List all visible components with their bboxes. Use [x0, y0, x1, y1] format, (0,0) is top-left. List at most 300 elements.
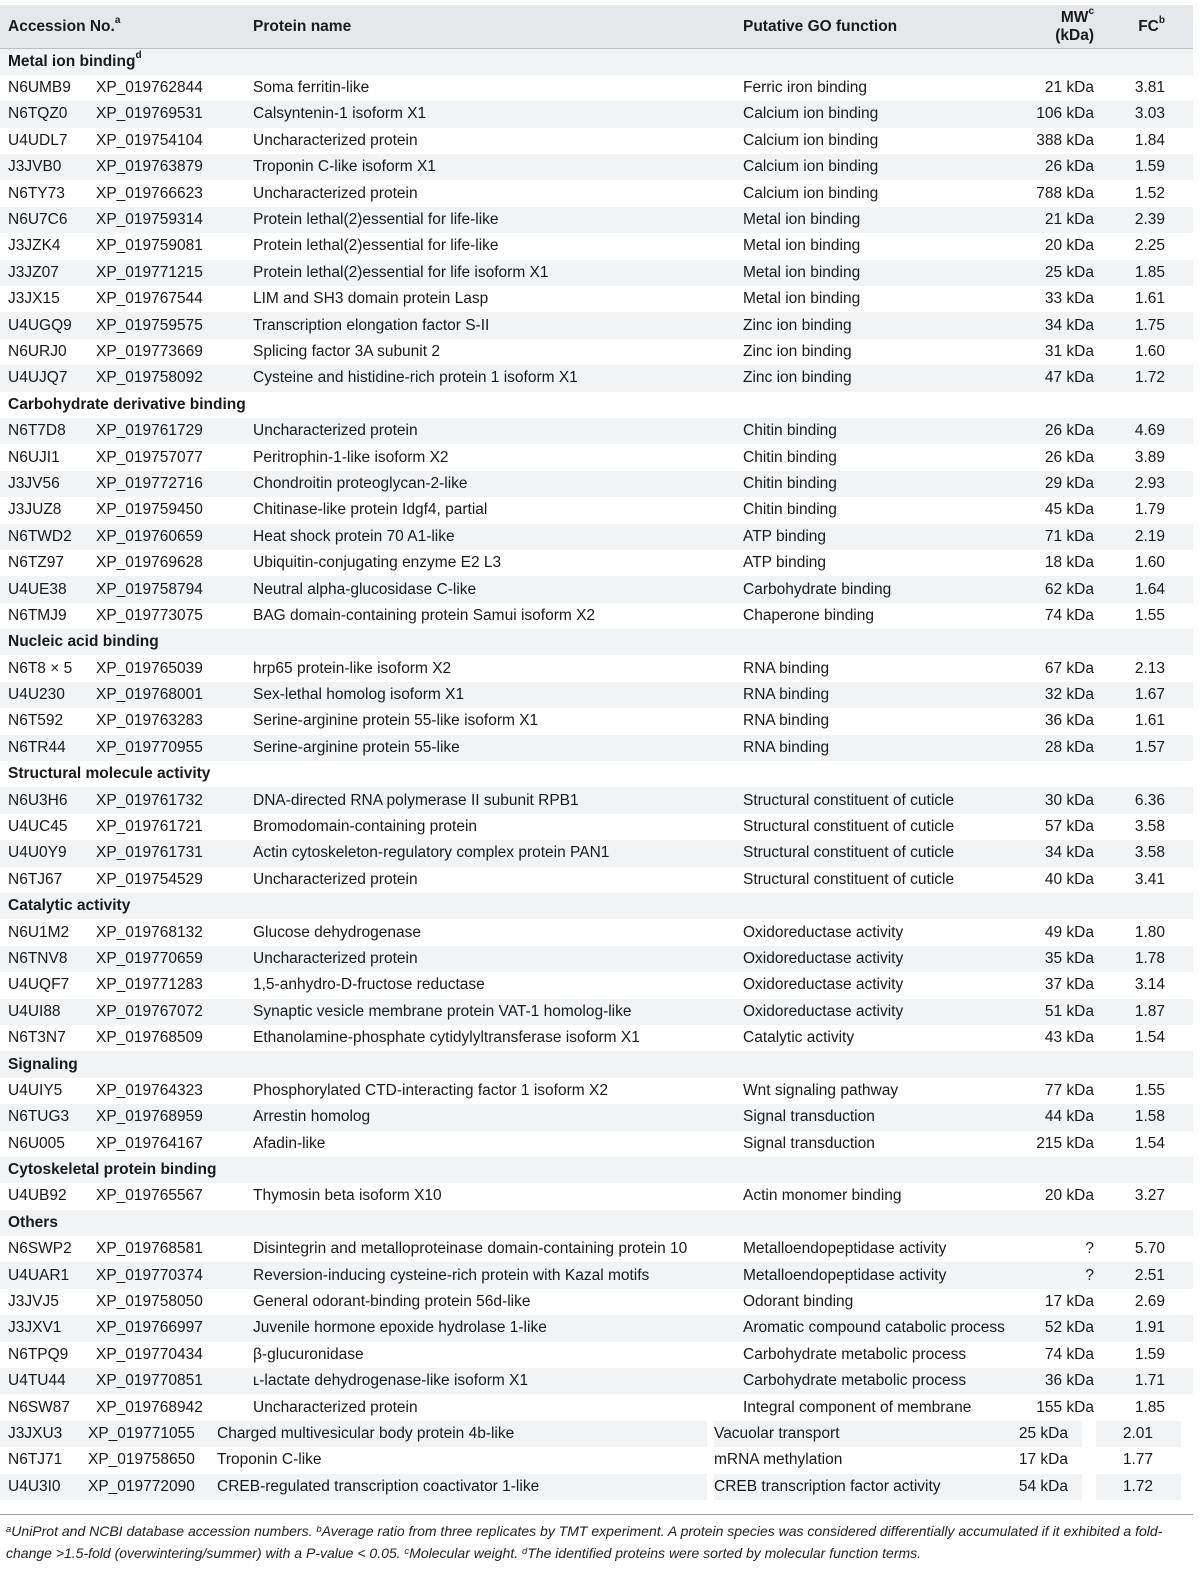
cell-protein-name: Protein lethal(2)essential for life-like: [245, 207, 735, 233]
table-row: [0, 603, 1193, 629]
cell-fc: 2.39: [1108, 207, 1193, 233]
table-row: [0, 1131, 1193, 1157]
cell-mw: ?: [1013, 1262, 1108, 1288]
cell-fc: 2.01: [1096, 1421, 1181, 1447]
table-row: [0, 444, 1193, 470]
cell-fc: 1.59: [1108, 154, 1193, 180]
table-row: [0, 1025, 1193, 1051]
cell-ncbi-accession: XP_019761721: [96, 818, 203, 836]
cell-accession: N6TY73: [8, 184, 65, 202]
cell-go-function: Chitin binding: [735, 471, 1013, 497]
table-row: [0, 1394, 1193, 1420]
cell-go-function: Zinc ion binding: [735, 365, 1013, 391]
protein-table: [0, 5, 1193, 1500]
header-protein-name: Protein name: [245, 5, 735, 49]
cell-fc: 2.69: [1134, 1293, 1165, 1311]
cell-accession: N6U7C6: [0, 207, 88, 233]
table-row: [0, 260, 1193, 286]
table-row: [0, 207, 1193, 233]
cell-go-function: ATP binding: [743, 554, 827, 572]
cell-ncbi-accession: XP_019760659: [88, 524, 245, 550]
cell-ncbi-accession: XP_019770955: [88, 735, 245, 761]
cell-fc: 1.78: [1108, 946, 1193, 972]
table-row: [0, 418, 1193, 444]
cell-accession: N6T3N7: [8, 1029, 66, 1047]
cell-accession: N6UMB9: [8, 79, 71, 97]
cell-go-function: Integral component of membrane: [743, 1398, 972, 1416]
cell-mw: 25 kDa: [987, 1421, 1082, 1447]
cell-go-function: Vacuolar transport: [714, 1421, 992, 1447]
cell-mw: 40 kDa: [1044, 870, 1094, 888]
header-go-function: Putative GO function: [735, 5, 1013, 49]
cell-mw: 51 kDa: [1013, 999, 1108, 1025]
cell-go-function: Carbohydrate metabolic process: [735, 1368, 1013, 1394]
table-row: [0, 286, 1193, 312]
group-title: [0, 761, 1193, 787]
table-row: [0, 1262, 1193, 1288]
table-row: [0, 339, 1193, 365]
cell-fc: 1.55: [1134, 1081, 1165, 1099]
cell-fc: 1.87: [1108, 999, 1193, 1025]
cell-accession: N6U005: [8, 1134, 65, 1152]
cell-protein-name: Thymosin beta isoform X10: [253, 1187, 442, 1205]
cell-accession: U4UC45: [8, 818, 68, 836]
cell-protein-name: Glucose dehydrogenase: [253, 923, 422, 941]
cell-protein-name: Calsyntenin-1 isoform X1: [245, 101, 735, 127]
cell-go-function: Ferric iron binding: [743, 79, 868, 97]
cell-protein-name: Charged multivesicular body protein 4b-like: [217, 1421, 707, 1447]
cell-protein-name: Bromodomain-containing protein: [253, 818, 478, 836]
table-row: [0, 154, 1193, 180]
cell-go-function: Metal ion binding: [735, 260, 1013, 286]
cell-ncbi-accession: XP_019769628: [96, 554, 203, 572]
cell-ncbi-accession: XP_019768942: [96, 1398, 203, 1416]
cell-ncbi-accession: XP_019754104: [96, 131, 203, 149]
table-row: [0, 814, 1193, 840]
cell-go-function: Zinc ion binding: [735, 312, 1013, 338]
cell-accession: N6TQZ0: [0, 101, 88, 127]
cell-protein-name: Chitinase-like protein Idgf4, partial: [253, 501, 488, 519]
cell-mw: 77 kDa: [1044, 1081, 1094, 1099]
cell-go-function: Wnt signaling pathway: [743, 1081, 899, 1099]
cell-ncbi-accession: XP_019765567: [96, 1187, 203, 1205]
cell-mw: 49 kDa: [1044, 923, 1094, 941]
cell-ncbi-accession: XP_019759081: [96, 237, 203, 255]
cell-ncbi-accession: XP_019773669: [96, 342, 203, 360]
cell-go-function: Carbohydrate metabolic process: [743, 1345, 967, 1363]
cell-accession: J3JXV1: [0, 1315, 88, 1341]
header-mw: $MW^c$ (kDa): [1013, 5, 1108, 49]
table-row: [0, 972, 1193, 998]
cell-fc: 1.72: [1096, 1474, 1181, 1500]
cell-go-function: Aromatic compound catabolic process: [735, 1315, 1013, 1341]
cell-accession: N6TUG3: [0, 1104, 88, 1130]
cell-accession: N6TJ67: [8, 870, 63, 888]
cell-mw: 17 kDa: [1018, 1451, 1068, 1469]
cell-accession: U4UI88: [0, 999, 88, 1025]
cell-ncbi-accession: XP_019759314: [88, 207, 245, 233]
table-row: [0, 735, 1193, 761]
cell-fc: 1.79: [1134, 501, 1165, 519]
cell-mw: 25 kDa: [1013, 260, 1108, 286]
cell-accession: U4TU44: [0, 1368, 88, 1394]
footnote-rule: [0, 1514, 1193, 1515]
table-row: [0, 497, 1193, 523]
cell-protein-name: Phosphorylated CTD-interacting factor 1 isoform X2: [253, 1081, 608, 1099]
cell-go-function: Metalloendopeptidase activity: [743, 1240, 947, 1258]
cell-accession: N6UJI1: [8, 448, 60, 466]
cell-ncbi-accession: XP_019758050: [96, 1293, 203, 1311]
cell-fc: 1.58: [1108, 1104, 1193, 1130]
cell-mw: 30 kDa: [1013, 787, 1108, 813]
cell-mw: 106 kDa: [1013, 101, 1108, 127]
cell-ncbi-accession: XP_019761732: [88, 787, 245, 813]
cell-fc: 3.14: [1134, 976, 1165, 994]
cell-ncbi-accession: XP_019759575: [88, 312, 245, 338]
cell-accession: N6TPQ9: [8, 1345, 69, 1363]
cell-mw: 54 kDa: [987, 1474, 1082, 1500]
cell-mw: 37 kDa: [1044, 976, 1094, 994]
cell-go-function: Carbohydrate binding: [735, 576, 1013, 602]
cell-ncbi-accession: XP_019770659: [88, 946, 245, 972]
cell-fc: 1.59: [1134, 1345, 1165, 1363]
cell-go-function: CREB transcription factor activity: [714, 1474, 992, 1500]
cell-accession: U4UGQ9: [0, 312, 88, 338]
cell-accession: J3JUZ8: [8, 501, 62, 519]
cell-mw: 45 kDa: [1044, 501, 1094, 519]
cell-go-function: Oxidoreductase activity: [743, 923, 904, 941]
cell-fc: 1.80: [1134, 923, 1165, 941]
cell-fc: 1.52: [1134, 184, 1165, 202]
cell-accession: N6TMJ9: [8, 606, 67, 624]
cell-go-function: Metal ion binding: [743, 237, 861, 255]
cell-accession: N6SWP2: [8, 1240, 72, 1258]
table-row: [0, 708, 1193, 734]
table-row: [0, 1368, 1193, 1394]
cell-fc: 1.67: [1108, 682, 1193, 708]
group-heading: [0, 392, 1193, 418]
cell-protein-name: 1,5-anhydro-D-fructose reductase: [253, 976, 485, 994]
cell-accession: N6T592: [8, 712, 64, 730]
table-row: [0, 867, 1193, 893]
cell-protein-name: Synaptic vesicle membrane protein VAT-1 homolog-like: [245, 999, 735, 1025]
cell-mw: 155 kDa: [1036, 1398, 1094, 1416]
cell-accession: U4U0Y9: [0, 840, 88, 866]
cell-accession: N6TWD2: [0, 524, 88, 550]
cell-fc: 2.51: [1108, 1262, 1193, 1288]
cell-accession: U4U230: [0, 682, 88, 708]
group-name: Carbohydrate derivative binding: [8, 395, 246, 413]
cell-protein-name: BAG domain-containing protein Samui isoform X2: [253, 606, 596, 624]
cell-protein-name: Actin cytoskeleton-regulatory complex protein PAN1: [245, 840, 735, 866]
cell-accession: U4UAR1: [0, 1262, 88, 1288]
cell-ncbi-accession: XP_019764323: [96, 1081, 203, 1099]
cell-go-function: RNA binding: [743, 659, 830, 677]
cell-fc: 1.54: [1134, 1029, 1165, 1047]
table-row: [0, 1289, 1193, 1315]
cell-go-function: Oxidoreductase activity: [743, 976, 904, 994]
header-fc: $FC^b$: [1108, 5, 1193, 49]
header-accession: Accession No.$^a$: [0, 5, 245, 49]
cell-accession: N6TZ97: [8, 554, 64, 572]
cell-ncbi-accession: XP_019770434: [96, 1345, 203, 1363]
cell-accession: J3JVB0: [0, 154, 88, 180]
cell-ncbi-accession: XP_019771215: [88, 260, 245, 286]
cell-mw: 26 kDa: [1044, 448, 1094, 466]
cell-fc: 1.77: [1122, 1451, 1153, 1469]
cell-fc: 3.27: [1134, 1187, 1165, 1205]
cell-go-function: RNA binding: [735, 735, 1013, 761]
cell-mw: 36 kDa: [1044, 712, 1094, 730]
cell-mw: 18 kDa: [1044, 554, 1094, 572]
cell-accession: J3JVJ5: [8, 1293, 59, 1311]
group-title: [0, 1157, 1193, 1183]
cell-go-function: Signal transduction: [743, 1134, 875, 1152]
cell-ncbi-accession: XP_019768581: [96, 1240, 203, 1258]
table-row: [0, 75, 1193, 101]
cell-protein-name: DNA-directed RNA polymerase II subunit RPB1: [245, 787, 735, 813]
cell-ncbi-accession: XP_019768132: [96, 923, 203, 941]
cell-mw: 34 kDa: [1013, 312, 1108, 338]
cell-go-function: Chitin binding: [735, 418, 1013, 444]
cell-ncbi-accession: XP_019767544: [96, 290, 203, 308]
cell-ncbi-accession: XP_019769531: [88, 101, 245, 127]
cell-protein-name: Troponin C-like isoform X1: [245, 154, 735, 180]
cell-protein-name: Disintegrin and metalloproteinase domain-containing protein 10: [253, 1240, 688, 1258]
cell-go-function: Structural constituent of cuticle: [735, 787, 1013, 813]
cell-accession: U4UE38: [0, 576, 88, 602]
table-row: [0, 1474, 1193, 1500]
cell-mw: 388 kDa: [1036, 131, 1094, 149]
cell-accession: U4UDL7: [8, 131, 68, 149]
cell-go-function: Odorant binding: [743, 1293, 854, 1311]
cell-protein-name: hrp65 protein-like isoform X2: [253, 659, 452, 677]
cell-go-function: Calcium ion binding: [743, 184, 879, 202]
cell-protein-name: ʟ-lactate dehydrogenase-like isoform X1: [245, 1368, 735, 1394]
cell-mw: 47 kDa: [1013, 365, 1108, 391]
cell-ncbi-accession: XP_019771283: [96, 976, 203, 994]
cell-fc: 1.54: [1134, 1134, 1165, 1152]
cell-ncbi-accession: XP_019758650: [88, 1451, 195, 1469]
table-body: [0, 49, 1193, 1500]
cell-mw: ?: [1085, 1240, 1094, 1258]
group-title: [0, 893, 1193, 919]
cell-fc: 1.71: [1108, 1368, 1193, 1394]
cell-ncbi-accession: XP_019768509: [96, 1029, 203, 1047]
cell-fc: 1.61: [1134, 712, 1165, 730]
cell-protein-name: Transcription elongation factor S-II: [245, 312, 735, 338]
cell-go-function: Metal ion binding: [743, 290, 861, 308]
cell-go-function: Oxidoreductase activity: [735, 999, 1013, 1025]
cell-fc: 3.58: [1108, 840, 1193, 866]
cell-go-function: Catalytic activity: [743, 1029, 855, 1047]
cell-accession: J3JX15: [8, 290, 60, 308]
cell-go-function: Structural constituent of cuticle: [743, 870, 955, 888]
cell-accession: N6T7D8: [0, 418, 88, 444]
cell-go-function: Actin monomer binding: [743, 1187, 902, 1205]
cell-ncbi-accession: XP_019771055: [88, 1421, 245, 1447]
cell-go-function: Structural constituent of cuticle: [735, 840, 1013, 866]
cell-protein-name: Uncharacterized protein: [253, 870, 418, 888]
cell-fc: 1.60: [1134, 554, 1165, 572]
cell-go-function: RNA binding: [743, 712, 830, 730]
cell-ncbi-accession: XP_019768959: [88, 1104, 245, 1130]
header-row: [0, 5, 1193, 49]
cell-ncbi-accession: XP_019768001: [88, 682, 245, 708]
cell-mw: 788 kDa: [1036, 184, 1094, 202]
group-name: Signaling: [8, 1055, 78, 1073]
cell-accession: N6TNV8: [0, 946, 88, 972]
table-row: [0, 787, 1193, 813]
cell-ncbi-accession: XP_019763879: [88, 154, 245, 180]
cell-mw: 29 kDa: [1013, 471, 1108, 497]
group-heading: [0, 1051, 1193, 1077]
table-row: [0, 1447, 1193, 1473]
table-row: [0, 233, 1193, 259]
cell-protein-name: Ubiquitin-conjugating enzyme E2 L3: [253, 554, 502, 572]
cell-go-function: ATP binding: [735, 524, 1013, 550]
cell-mw: 32 kDa: [1013, 682, 1108, 708]
group-name: Others: [8, 1213, 58, 1231]
cell-protein-name: Uncharacterized protein: [253, 1398, 418, 1416]
cell-fc: 6.36: [1108, 787, 1193, 813]
cell-accession: J3JV56: [0, 471, 88, 497]
cell-protein-name: Uncharacterized protein: [253, 131, 418, 149]
table-row: [0, 128, 1193, 154]
cell-protein-name: Neutral alpha-glucosidase C-like: [245, 576, 735, 602]
cell-protein-name: Splicing factor 3A subunit 2: [253, 342, 440, 360]
cell-protein-name: Sex-lethal homolog isoform X1: [245, 682, 735, 708]
cell-accession: U4UQF7: [8, 976, 70, 994]
cell-go-function: Calcium ion binding: [735, 101, 1013, 127]
cell-fc: 3.41: [1134, 870, 1165, 888]
cell-accession: J3JZ07: [0, 260, 88, 286]
cell-accession: N6URJ0: [8, 342, 67, 360]
cell-protein-name: Serine-arginine protein 55-like: [245, 735, 735, 761]
cell-ncbi-accession: XP_019754529: [96, 870, 203, 888]
cell-mw: 67 kDa: [1044, 659, 1094, 677]
cell-ncbi-accession: XP_019770374: [88, 1262, 245, 1288]
cell-ncbi-accession: XP_019766997: [88, 1315, 245, 1341]
cell-mw: 31 kDa: [1044, 342, 1094, 360]
cell-protein-name: Afadin-like: [253, 1134, 326, 1152]
cell-protein-name: Serine-arginine protein 55-like isoform X1: [253, 712, 539, 730]
table-row: [0, 1183, 1193, 1209]
group-footnote-mark: d: [135, 49, 142, 61]
cell-accession: N6TJ71: [8, 1451, 63, 1469]
cell-protein-name: Uncharacterized protein: [253, 184, 418, 202]
cell-fc: 1.91: [1108, 1315, 1193, 1341]
cell-accession: U4U3I0: [0, 1474, 88, 1500]
table-row: [0, 840, 1193, 866]
cell-fc: 1.85: [1108, 260, 1193, 286]
cell-go-function: Metalloendopeptidase activity: [735, 1262, 1013, 1288]
cell-mw: 20 kDa: [1044, 237, 1094, 255]
cell-protein-name: CREB-regulated transcription coactivator 1-like: [217, 1474, 707, 1500]
table-row: [0, 1078, 1193, 1104]
cell-mw: 33 kDa: [1044, 290, 1094, 308]
group-name: Metal ion binding: [8, 52, 136, 70]
cell-fc: 1.60: [1134, 342, 1165, 360]
cell-protein-name: Chondroitin proteoglycan-2-like: [245, 471, 735, 497]
cell-protein-name: β-glucuronidase: [253, 1345, 364, 1363]
cell-mw: 17 kDa: [1044, 1293, 1094, 1311]
group-name: Nucleic acid binding: [8, 633, 159, 651]
cell-mw: 28 kDa: [1013, 735, 1108, 761]
cell-protein-name: Protein lethal(2)essential for life-like: [253, 237, 499, 255]
table-row: [0, 365, 1193, 391]
cell-go-function: Calcium ion binding: [743, 131, 879, 149]
cell-go-function: Zinc ion binding: [743, 342, 852, 360]
cell-fc: 1.84: [1134, 131, 1165, 149]
cell-protein-name: Arrestin homolog: [245, 1104, 735, 1130]
cell-protein-name: Peritrophin-1-like isoform X2: [253, 448, 449, 466]
cell-ncbi-accession: XP_019772090: [88, 1474, 245, 1500]
group-heading: [0, 761, 1193, 787]
cell-fc: 3.58: [1134, 818, 1165, 836]
cell-protein-name: Soma ferritin-like: [253, 79, 370, 97]
group-heading: [0, 1157, 1193, 1183]
cell-go-function: Signal transduction: [735, 1104, 1013, 1130]
cell-mw: 74 kDa: [1044, 1345, 1094, 1363]
group-name: Structural molecule activity: [8, 765, 211, 783]
cell-mw: 21 kDa: [1044, 79, 1094, 97]
cell-mw: 26 kDa: [1013, 418, 1108, 444]
footnote: $^a$UniProt and NCBI database accession numbers. $^b$Average ratio from three replicates by TMT experiment. A protein species was considered differentially accumulated if it exhibited a fold-change >1.5-fold (overwintering/summer) with a P-value < 0.05. $^c$Molecular weight. $^d$The identified proteins were sorted by molecular function terms.: [6, 1523, 1163, 1561]
cell-go-function: RNA binding: [735, 682, 1013, 708]
table-row: [0, 682, 1193, 708]
group-heading: [0, 1210, 1193, 1236]
cell-ncbi-accession: XP_019761731: [88, 840, 245, 866]
table-row: [0, 312, 1193, 338]
cell-protein-name: Uncharacterized protein: [245, 946, 735, 972]
group-title: [0, 629, 1193, 655]
cell-ncbi-accession: XP_019770851: [88, 1368, 245, 1394]
group-heading: [0, 629, 1193, 655]
cell-fc: 1.72: [1108, 365, 1193, 391]
cell-go-function: Calcium ion binding: [735, 154, 1013, 180]
cell-ncbi-accession: XP_019765039: [96, 659, 203, 677]
group-heading: [0, 893, 1193, 919]
cell-mw: 71 kDa: [1013, 524, 1108, 550]
cell-go-function: mRNA methylation: [714, 1451, 843, 1469]
cell-mw: 62 kDa: [1013, 576, 1108, 602]
cell-fc: 1.61: [1134, 290, 1165, 308]
cell-go-function: Chitin binding: [743, 448, 837, 466]
cell-protein-name: LIM and SH3 domain protein Lasp: [253, 290, 489, 308]
table-row: [0, 999, 1193, 1025]
group-name: Cytoskeletal protein binding: [8, 1161, 217, 1179]
table-row: [0, 655, 1193, 681]
cell-fc: 2.25: [1134, 237, 1165, 255]
cell-go-function: Chitin binding: [743, 501, 837, 519]
cell-protein-name: Ethanolamine-phosphate cytidylyltransferase isoform X1: [253, 1029, 640, 1047]
cell-fc: 3.03: [1108, 101, 1193, 127]
table-row: [0, 1236, 1193, 1262]
cell-go-function: Oxidoreductase activity: [735, 946, 1013, 972]
cell-ncbi-accession: XP_019758092: [88, 365, 245, 391]
cell-protein-name: Reversion-inducing cysteine-rich protein with Kazal motifs: [245, 1262, 735, 1288]
group-heading: [0, 49, 1193, 75]
cell-accession: U4UIY5: [8, 1081, 63, 1099]
cell-ncbi-accession: XP_019757077: [96, 448, 203, 466]
table-row: [0, 180, 1193, 206]
cell-go-function: Metal ion binding: [735, 207, 1013, 233]
table-row: [0, 1421, 1193, 1447]
cell-ncbi-accession: XP_019773075: [96, 606, 203, 624]
cell-protein-name: Uncharacterized protein: [245, 418, 735, 444]
cell-fc: 1.85: [1134, 1398, 1165, 1416]
